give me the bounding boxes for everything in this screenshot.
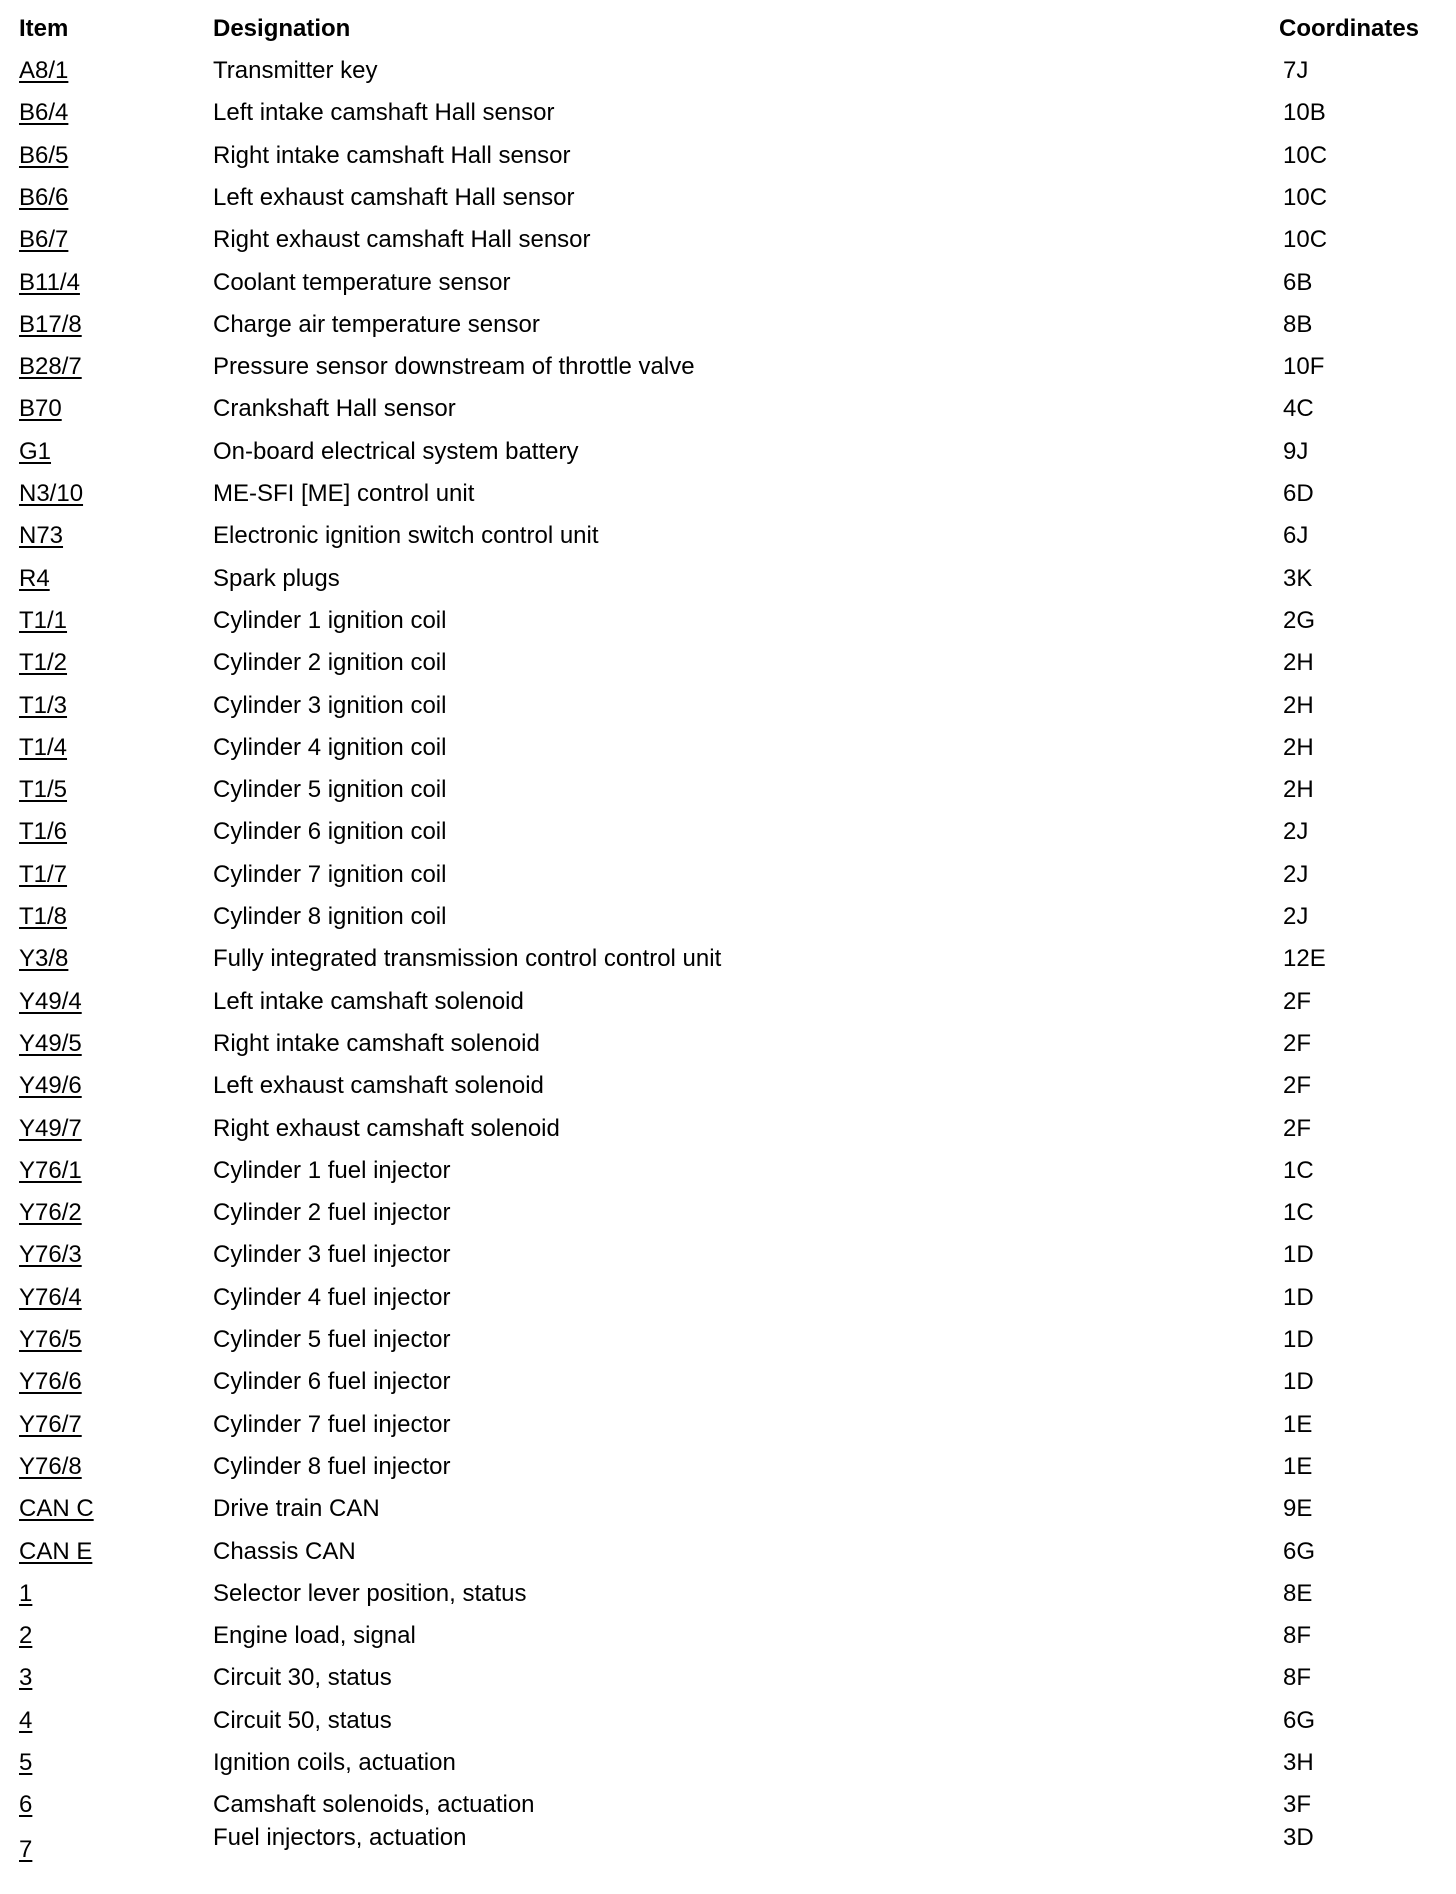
- table-row: [0, 92, 1456, 134]
- table-row: [0, 642, 1456, 684]
- item-link[interactable]: Y76/5: [19, 1326, 82, 1353]
- table-row: [0, 1023, 1456, 1065]
- coordinates-text: 7J: [1283, 57, 1309, 84]
- item-link[interactable]: Y3/8: [19, 945, 69, 972]
- table-row: [0, 1700, 1456, 1742]
- designation-text: Ignition coils, actuation: [213, 1749, 456, 1776]
- designation-text: Right intake camshaft Hall sensor: [213, 142, 571, 169]
- table-row: [0, 1742, 1456, 1784]
- designation-text: Cylinder 3 ignition coil: [213, 692, 447, 719]
- table-row: [0, 811, 1456, 853]
- coordinates-text: 8F: [1283, 1622, 1312, 1649]
- coordinates-text: 2J: [1283, 903, 1309, 930]
- coordinates-text: 12E: [1283, 945, 1326, 972]
- item-link[interactable]: Y49/5: [19, 1030, 82, 1057]
- designation-text: Cylinder 1 ignition coil: [213, 607, 447, 634]
- item-link[interactable]: N73: [19, 522, 64, 549]
- coordinates-text: 8F: [1283, 1664, 1312, 1691]
- table-row: [0, 1065, 1456, 1107]
- table-row: [0, 600, 1456, 642]
- designation-text: Cylinder 2 ignition coil: [213, 649, 447, 676]
- coordinates-text: 1D: [1283, 1368, 1314, 1395]
- coordinates-text: 3K: [1283, 565, 1313, 592]
- designation-text: Cylinder 5 ignition coil: [213, 776, 447, 803]
- coordinates-text: 6J: [1283, 522, 1309, 549]
- designation-text: Cylinder 1 fuel injector: [213, 1157, 451, 1184]
- designation-text: Fully integrated transmission control control unit: [213, 945, 722, 972]
- designation-text: Cylinder 4 fuel injector: [213, 1284, 451, 1311]
- item-link[interactable]: A8/1: [19, 57, 69, 84]
- coordinates-text: 6G: [1283, 1538, 1316, 1565]
- designation-text: Chassis CAN: [213, 1538, 356, 1565]
- item-link[interactable]: B17/8: [19, 311, 82, 338]
- designation-text: Cylinder 3 fuel injector: [213, 1241, 451, 1268]
- coordinates-text: 2H: [1283, 734, 1314, 761]
- table-row: [0, 1192, 1456, 1234]
- table-row: [0, 1615, 1456, 1657]
- item-link[interactable]: Y76/6: [19, 1368, 82, 1395]
- designation-text: Left exhaust camshaft solenoid: [213, 1072, 544, 1099]
- coordinates-text: 6B: [1283, 269, 1313, 296]
- designation-text: Cylinder 5 fuel injector: [213, 1326, 451, 1353]
- coordinates-text: 6G: [1283, 1707, 1316, 1734]
- table-row: [0, 1404, 1456, 1446]
- designation-text: ME-SFI [ME] control unit: [213, 480, 475, 507]
- coordinates-text: 1D: [1283, 1241, 1314, 1268]
- table-row: [0, 346, 1456, 388]
- table-row: [0, 304, 1456, 346]
- designation-text: Right exhaust camshaft Hall sensor: [213, 226, 591, 253]
- coordinates-text: 1E: [1283, 1453, 1313, 1480]
- designation-text: Crankshaft Hall sensor: [213, 395, 456, 422]
- table-row: [0, 219, 1456, 261]
- table-row: [0, 558, 1456, 600]
- item-link[interactable]: CAN C: [19, 1495, 94, 1522]
- item-link[interactable]: CAN E: [19, 1538, 93, 1565]
- designation-text: Fuel injectors, actuation: [213, 1824, 467, 1851]
- item-link[interactable]: B6/6: [19, 184, 69, 211]
- table-row: [0, 938, 1456, 980]
- coordinates-text: 10F: [1283, 353, 1325, 380]
- coordinates-text: 2H: [1283, 692, 1314, 719]
- item-link[interactable]: Y49/7: [19, 1115, 82, 1142]
- item-link[interactable]: 7: [19, 1836, 33, 1863]
- designation-text: Left exhaust camshaft Hall sensor: [213, 184, 575, 211]
- designation-text: Drive train CAN: [213, 1495, 380, 1522]
- coordinates-text: 1E: [1283, 1411, 1313, 1438]
- table-row: [0, 1319, 1456, 1361]
- item-link[interactable]: B6/7: [19, 226, 69, 253]
- coordinates-text: 2H: [1283, 649, 1314, 676]
- designation-text: Electronic ignition switch control unit: [213, 522, 599, 549]
- item-link[interactable]: 5: [19, 1749, 33, 1776]
- item-link[interactable]: 4: [19, 1707, 33, 1734]
- designation-text: Camshaft solenoids, actuation: [213, 1791, 535, 1818]
- item-link[interactable]: B11/4: [19, 269, 80, 296]
- table-row: [0, 388, 1456, 430]
- coordinates-text: 1D: [1283, 1284, 1314, 1311]
- coordinates-text: 3D: [1283, 1824, 1314, 1851]
- coordinates-text: 10C: [1283, 184, 1328, 211]
- item-link[interactable]: B28/7: [19, 353, 82, 380]
- item-link[interactable]: Y76/1: [19, 1157, 82, 1184]
- designation-text: Cylinder 7 fuel injector: [213, 1411, 451, 1438]
- table-row: [0, 1234, 1456, 1276]
- designation-text: Cylinder 6 ignition coil: [213, 818, 447, 845]
- item-link[interactable]: Y76/3: [19, 1241, 82, 1268]
- table-header: [0, 8, 1456, 50]
- designation-text: Left intake camshaft solenoid: [213, 988, 524, 1015]
- table-row: [0, 515, 1456, 557]
- coordinates-text: 10C: [1283, 226, 1328, 253]
- item-link[interactable]: 6: [19, 1791, 33, 1818]
- coordinates-text: 10C: [1283, 142, 1328, 169]
- table-row: [0, 1531, 1456, 1573]
- table-row: [0, 1277, 1456, 1319]
- coordinates-text: 2F: [1283, 988, 1312, 1015]
- designation-text: Selector lever position, status: [213, 1580, 527, 1607]
- table-row: [0, 1817, 1456, 1863]
- table-row: [0, 135, 1456, 177]
- table-row: [0, 854, 1456, 896]
- coordinates-text: 2G: [1283, 607, 1316, 634]
- item-link[interactable]: T1/8: [19, 903, 68, 930]
- designation-text: Circuit 50, status: [213, 1707, 392, 1734]
- coordinates-text: 4C: [1283, 395, 1314, 422]
- designation-text: Cylinder 7 ignition coil: [213, 861, 447, 888]
- coordinates-text: 3F: [1283, 1791, 1312, 1818]
- table-row: [0, 896, 1456, 938]
- item-link[interactable]: Y76/4: [19, 1284, 82, 1311]
- coordinates-text: 2F: [1283, 1072, 1312, 1099]
- designation-text: Coolant temperature sensor: [213, 269, 511, 296]
- item-link[interactable]: B6/5: [19, 142, 69, 169]
- designation-text: Charge air temperature sensor: [213, 311, 540, 338]
- table-row: [0, 727, 1456, 769]
- item-link[interactable]: 3: [19, 1664, 33, 1691]
- designation-text: Cylinder 4 ignition coil: [213, 734, 447, 761]
- table-row: [0, 262, 1456, 304]
- coordinates-text: 9E: [1283, 1495, 1313, 1522]
- coordinates-text: 2J: [1283, 861, 1309, 888]
- table-row: [0, 685, 1456, 727]
- designation-text: Right intake camshaft solenoid: [213, 1030, 540, 1057]
- item-column-header: Item: [19, 15, 69, 42]
- table-row: [0, 177, 1456, 219]
- item-link[interactable]: B70: [19, 395, 62, 422]
- designation-text: Spark plugs: [213, 565, 340, 592]
- coordinates-text: 3H: [1283, 1749, 1314, 1776]
- designation-text: Cylinder 8 ignition coil: [213, 903, 447, 930]
- designation-text: Transmitter key: [213, 57, 378, 84]
- designation-text: Right exhaust camshaft solenoid: [213, 1115, 560, 1142]
- coordinates-text: 2J: [1283, 818, 1309, 845]
- table-row: [0, 1150, 1456, 1192]
- designation-text: Cylinder 2 fuel injector: [213, 1199, 451, 1226]
- designation-text: Cylinder 6 fuel injector: [213, 1368, 451, 1395]
- item-link[interactable]: G1: [19, 438, 52, 465]
- coordinates-text: 10B: [1283, 99, 1326, 126]
- coordinates-text: 8E: [1283, 1580, 1313, 1607]
- table-row: [0, 1573, 1456, 1615]
- designation-column-header: Designation: [213, 15, 351, 42]
- designation-text: Left intake camshaft Hall sensor: [213, 99, 555, 126]
- table-row: [0, 1446, 1456, 1488]
- item-link[interactable]: T1/4: [19, 734, 68, 761]
- item-link[interactable]: R4: [19, 565, 50, 592]
- item-link[interactable]: T1/7: [19, 861, 68, 888]
- coordinates-text: 1C: [1283, 1157, 1314, 1184]
- item-link[interactable]: Y49/4: [19, 988, 82, 1015]
- item-link[interactable]: T1/6: [19, 818, 68, 845]
- designation-text: Circuit 30, status: [213, 1664, 392, 1691]
- table-row: [0, 1488, 1456, 1530]
- item-link[interactable]: Y76/2: [19, 1199, 82, 1226]
- item-link[interactable]: T1/2: [19, 649, 68, 676]
- item-link[interactable]: N3/10: [19, 480, 84, 507]
- coordinates-text: 2H: [1283, 776, 1314, 803]
- item-link[interactable]: T1/5: [19, 776, 68, 803]
- designation-text: Engine load, signal: [213, 1622, 416, 1649]
- designation-text: Cylinder 8 fuel injector: [213, 1453, 451, 1480]
- table-row: [0, 769, 1456, 811]
- designation-text: On-board electrical system battery: [213, 438, 579, 465]
- coordinates-text: 1C: [1283, 1199, 1314, 1226]
- coordinates-text: 2F: [1283, 1030, 1312, 1057]
- coordinates-text: 2F: [1283, 1115, 1312, 1142]
- coordinates-text: 1D: [1283, 1326, 1314, 1353]
- item-link[interactable]: 1: [19, 1580, 33, 1607]
- table-row: [0, 981, 1456, 1023]
- coordinates-text: 6D: [1283, 480, 1314, 507]
- item-link[interactable]: T1/3: [19, 692, 68, 719]
- table-row: [0, 431, 1456, 473]
- item-link[interactable]: Y49/6: [19, 1072, 82, 1099]
- table-row: [0, 1657, 1456, 1699]
- designation-text: Pressure sensor downstream of throttle valve: [213, 353, 695, 380]
- item-link[interactable]: T1/1: [19, 607, 68, 634]
- table-row: [0, 473, 1456, 515]
- coordinates-column-header: Coordinates: [1279, 15, 1420, 42]
- table-row: [0, 1108, 1456, 1150]
- table-row: [0, 1361, 1456, 1403]
- item-link[interactable]: 2: [19, 1622, 33, 1649]
- coordinates-text: 9J: [1283, 438, 1309, 465]
- item-link[interactable]: Y76/8: [19, 1453, 82, 1480]
- table-row: [0, 50, 1456, 92]
- item-link[interactable]: B6/4: [19, 99, 69, 126]
- coordinates-text: 8B: [1283, 311, 1313, 338]
- item-link[interactable]: Y76/7: [19, 1411, 82, 1438]
